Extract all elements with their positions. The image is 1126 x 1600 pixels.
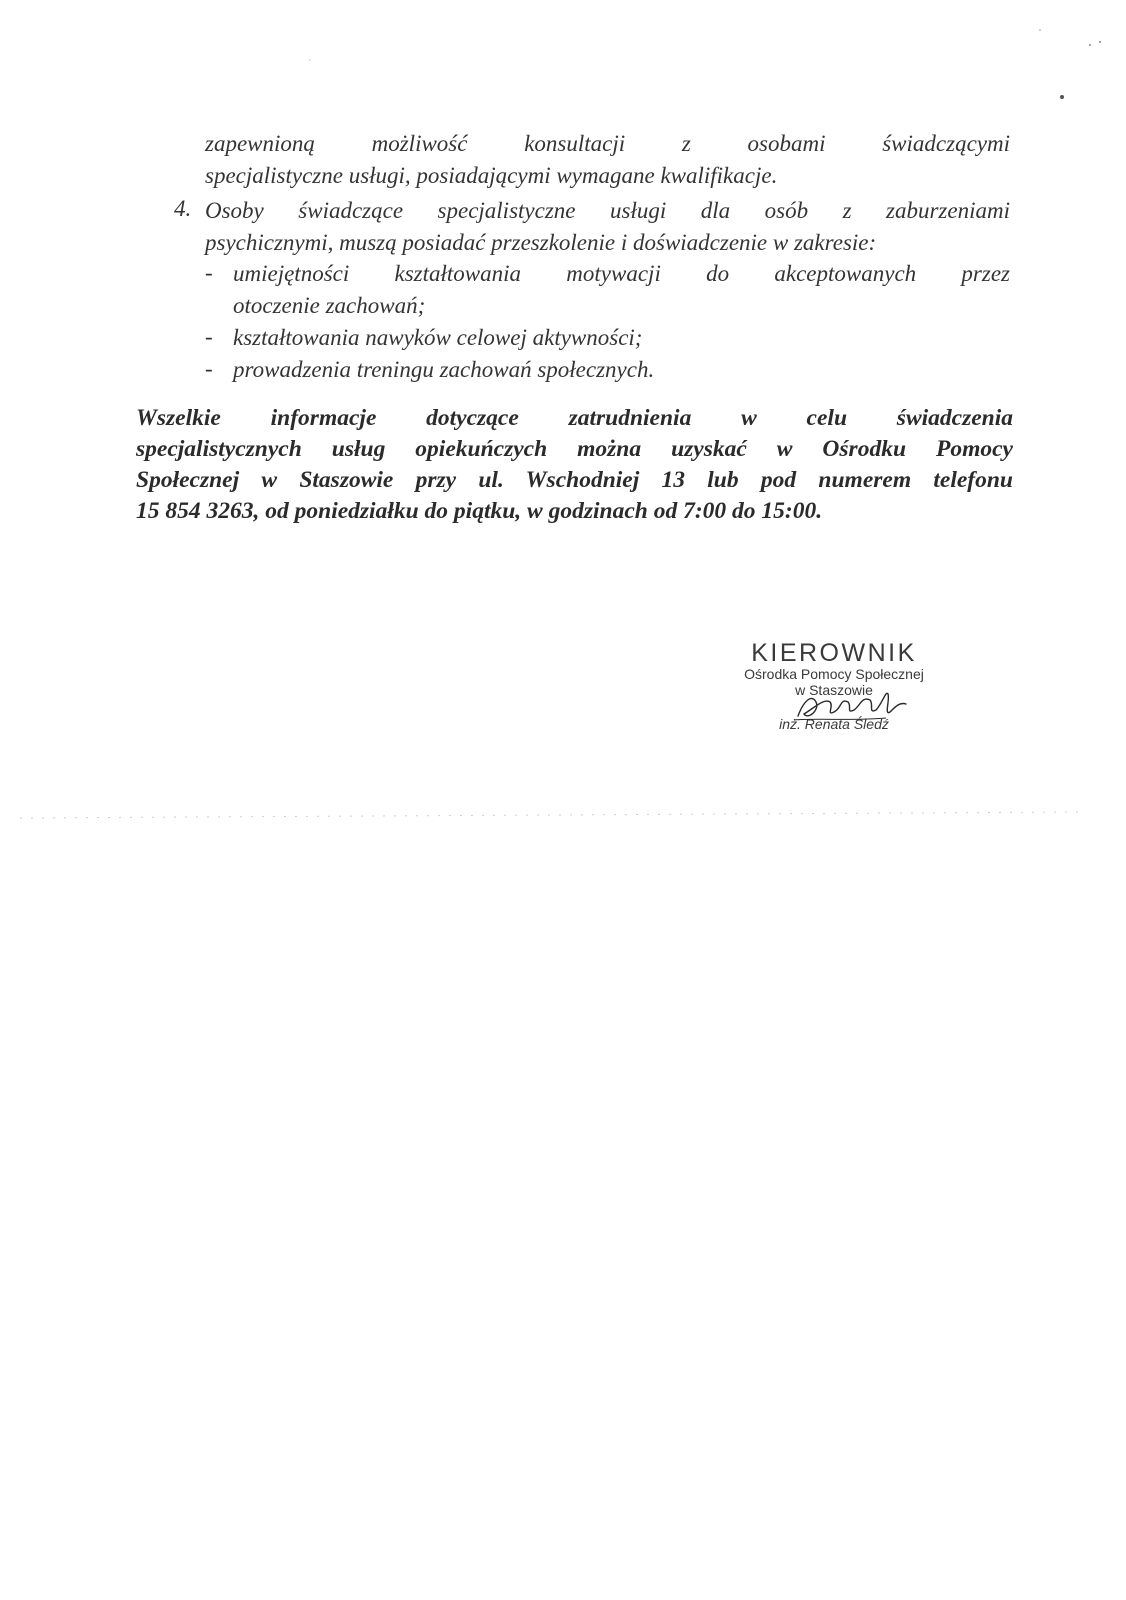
info-line-3: Społecznej w Staszowie przy ul. Wschodniej 13 lub pod numerem telefonu	[136, 467, 1013, 493]
bullet-2-line-1: kształtowania nawyków celowej aktywności;	[233, 325, 643, 350]
bullet-dash: -	[205, 324, 213, 349]
bullet-1-line-2: otoczenie zachowań;	[233, 293, 426, 318]
stamp-title: KIEROWNIK	[751, 639, 917, 667]
info-line-4: 15 854 3263, od poniedziałku do piątku, w godzinach od 7:00 do 15:00.	[136, 498, 823, 524]
stamp-name: inż. Renata Śledź	[779, 716, 889, 732]
list-item-4-line-2: psychicznymi, muszą posiadać przeszkolenie i doświadczenie w zakresie:	[205, 230, 877, 255]
paragraph-continuation-line-1: zapewnioną możliwość konsultacji z osobami świadczącymi	[205, 131, 1010, 156]
bullet-1-line-1: umiejętności kształtowania motywacji do akceptowanych przez	[233, 261, 1010, 286]
info-line-2: specjalistycznych usług opiekuńczych można uzyskać w Ośrodku Pomocy	[136, 436, 1013, 462]
stamp-organization: Ośrodka Pomocy Społecznej	[744, 666, 924, 682]
stamp-city: w Staszowie	[795, 682, 873, 698]
list-item-number: 4.	[174, 196, 192, 221]
info-line-1: Wszelkie informacje dotyczące zatrudnienia w celu świadczenia	[136, 405, 1013, 431]
bullet-dash: -	[205, 260, 213, 285]
bullet-3-line-1: prowadzenia treningu zachowań społecznych.	[233, 357, 655, 382]
list-item-4-line-1: Osoby świadczące specjalistyczne usługi dla osób z zaburzeniami	[205, 198, 1010, 223]
bullet-dash: -	[205, 356, 213, 381]
paragraph-continuation-line-2: specjalistyczne usługi, posiadającymi wymagane kwalifikacje.	[205, 163, 778, 188]
